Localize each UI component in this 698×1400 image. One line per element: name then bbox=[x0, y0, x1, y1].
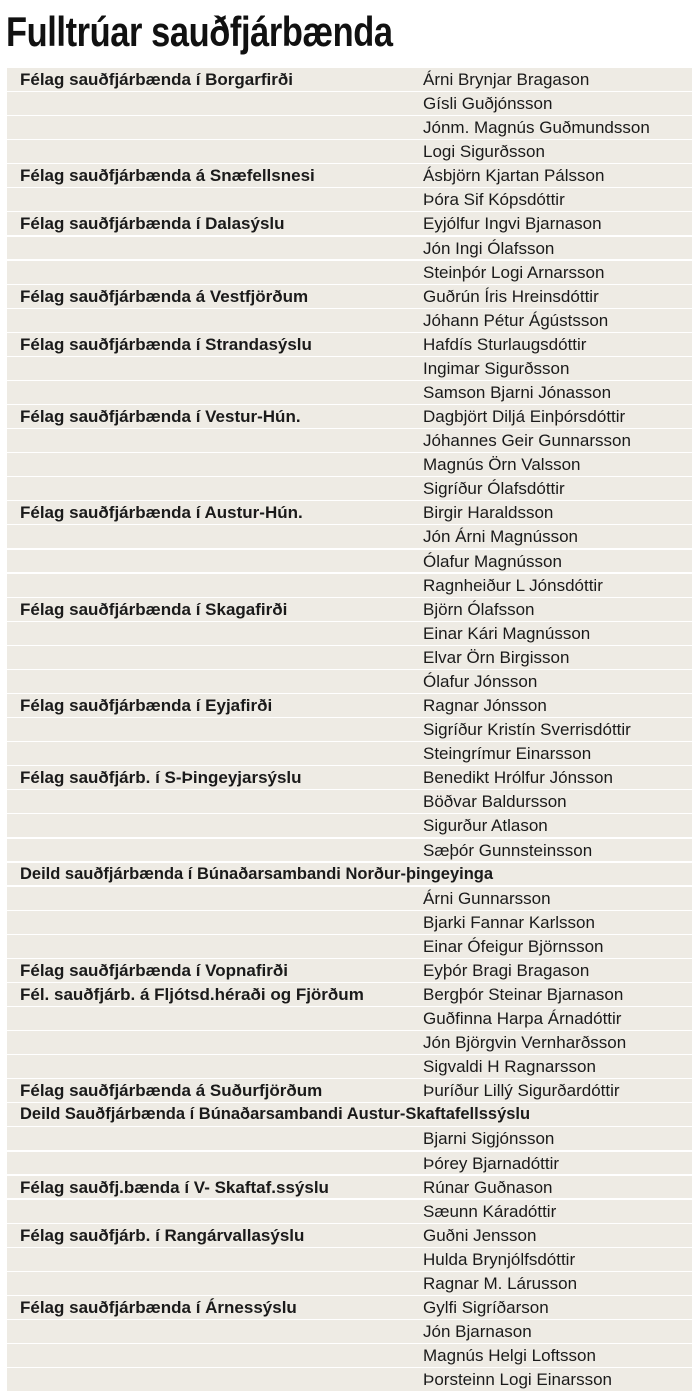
table-row bbox=[7, 1103, 692, 1126]
table-row bbox=[7, 1272, 692, 1295]
table-row bbox=[7, 1224, 692, 1247]
representatives-table bbox=[7, 68, 692, 1392]
table-row bbox=[7, 694, 692, 717]
representative-name: Ragnar Jónsson bbox=[423, 696, 547, 716]
table-row bbox=[7, 477, 692, 500]
representative-name: Elvar Örn Birgisson bbox=[423, 647, 570, 667]
table-row bbox=[7, 646, 692, 669]
table-row bbox=[7, 116, 692, 139]
representative-name: Bergþór Steinar Bjarnason bbox=[423, 984, 624, 1004]
table-row bbox=[7, 188, 692, 211]
association-name: Félag sauðfjárbænda í Dalasýslu bbox=[20, 214, 285, 234]
representative-name: Jón Björgvin Vernharðsson bbox=[423, 1033, 627, 1053]
table-row bbox=[7, 550, 692, 573]
representative-name: Eyjólfur Ingvi Bjarnason bbox=[423, 214, 602, 234]
table-row bbox=[7, 381, 692, 404]
association-name: Félag sauðfjárbænda í Árnessýslu bbox=[20, 1297, 297, 1317]
table-row bbox=[7, 1055, 692, 1078]
representative-name: Jón Árni Magnússon bbox=[423, 527, 578, 547]
representative-name: Rúnar Guðnason bbox=[423, 1177, 553, 1197]
representative-name: Jón Bjarnason bbox=[423, 1322, 532, 1342]
representative-name: Þuríður Lillý Sigurðardóttir bbox=[423, 1081, 620, 1101]
representative-name: Ólafur Jónsson bbox=[423, 671, 538, 691]
representative-name: Ragnar M. Lárusson bbox=[423, 1273, 578, 1293]
table-row bbox=[7, 1344, 692, 1367]
representative-name: Ragnheiður L Jónsdóttir bbox=[423, 575, 603, 595]
representative-name: Hulda Brynjólfsdóttir bbox=[423, 1249, 576, 1269]
representative-name: Einar Ófeigur Björnsson bbox=[423, 936, 604, 956]
table-row bbox=[7, 574, 692, 597]
representative-name: Birgir Haraldsson bbox=[423, 503, 554, 523]
representative-name: Eyþór Bragi Bragason bbox=[423, 960, 590, 980]
representative-name: Magnús Örn Valsson bbox=[423, 455, 581, 475]
representative-name: Sæunn Káradóttir bbox=[423, 1201, 557, 1221]
table-row bbox=[7, 622, 692, 645]
representative-name: Sæþór Gunnsteinsson bbox=[423, 840, 593, 860]
table-row bbox=[7, 309, 692, 332]
representative-name: Ingimar Sigurðsson bbox=[423, 358, 570, 378]
table-row bbox=[7, 742, 692, 765]
association-name: Deild Sauðfjárbænda í Búnaðarsambandi Austur-Skaftafellssýslu bbox=[20, 1105, 531, 1124]
table-row bbox=[7, 766, 692, 789]
association-name: Félag sauðfjárbænda í Strandasýslu bbox=[20, 334, 312, 354]
association-name: Félag sauðfjárbænda í Vopnafirði bbox=[20, 960, 288, 980]
table-row bbox=[7, 237, 692, 260]
representative-name: Sigríður Ólafsdóttir bbox=[423, 479, 565, 499]
representative-name: Þorsteinn Logi Einarsson bbox=[423, 1370, 613, 1390]
representative-name: Dagbjört Diljá Einþórsdóttir bbox=[423, 407, 626, 427]
representative-name: Ólafur Magnússon bbox=[423, 551, 562, 571]
table-row bbox=[7, 959, 692, 982]
association-name: Deild sauðfjárbænda í Búnaðarsambandi Norður-þingeyinga bbox=[20, 864, 494, 883]
table-row bbox=[7, 790, 692, 813]
representative-name: Einar Kári Magnússon bbox=[423, 623, 591, 643]
representative-name: Steinþór Logi Arnarsson bbox=[423, 262, 605, 282]
association-name: Félag sauðfjárbænda í Austur-Hún. bbox=[20, 503, 303, 523]
representative-name: Samson Bjarni Jónasson bbox=[423, 383, 612, 403]
representative-name: Guðrún Íris Hreinsdóttir bbox=[423, 286, 599, 306]
table-row bbox=[7, 164, 692, 187]
table-row bbox=[7, 92, 692, 115]
representative-name: Árni Gunnarsson bbox=[423, 888, 551, 908]
representative-name: Böðvar Baldursson bbox=[423, 792, 567, 812]
table-row bbox=[7, 718, 692, 741]
table-row bbox=[7, 525, 692, 548]
association-name: Félag sauðfj.bænda í V- Skaftaf.ssýslu bbox=[20, 1177, 329, 1197]
representative-name: Árni Brynjar Bragason bbox=[423, 70, 590, 89]
representative-name: Logi Sigurðsson bbox=[423, 142, 545, 162]
table-row bbox=[7, 1368, 692, 1391]
table-row bbox=[7, 1248, 692, 1271]
table-row bbox=[7, 1320, 692, 1343]
table-row bbox=[7, 598, 692, 621]
table-row bbox=[7, 887, 692, 910]
representative-name: Bjarki Fannar Karlsson bbox=[423, 912, 595, 932]
table-row bbox=[7, 357, 692, 380]
table-row bbox=[7, 68, 692, 91]
representative-name: Björn Ólafsson bbox=[423, 599, 535, 619]
representative-name: Magnús Helgi Loftsson bbox=[423, 1346, 596, 1366]
table-row bbox=[7, 429, 692, 452]
table-row bbox=[7, 814, 692, 837]
table-row bbox=[7, 453, 692, 476]
table-row bbox=[7, 983, 692, 1006]
table-row bbox=[7, 1079, 692, 1102]
representative-name: Jóhannes Geir Gunnarsson bbox=[423, 431, 631, 451]
representative-name: Ásbjörn Kjartan Pálsson bbox=[423, 166, 605, 186]
representative-name: Jónm. Magnús Guðmundsson bbox=[423, 118, 650, 138]
page-title: Fulltrúar sauðfjárbænda bbox=[6, 8, 393, 55]
representative-name: Þórey Bjarnadóttir bbox=[423, 1153, 560, 1173]
representative-name: Þóra Sif Kópsdóttir bbox=[423, 190, 565, 210]
association-name: Félag sauðfjárbænda á Vestfjörðum bbox=[20, 286, 309, 306]
association-name: Félag sauðfjárb. í Rangárvallasýslu bbox=[20, 1225, 305, 1245]
table-row bbox=[7, 285, 692, 308]
representative-name: Steingrímur Einarsson bbox=[423, 744, 592, 764]
table-row bbox=[7, 140, 692, 163]
table-row bbox=[7, 1296, 692, 1319]
representative-name: Jón Ingi Ólafsson bbox=[423, 238, 555, 258]
table-row bbox=[7, 1176, 692, 1199]
representative-name: Guðni Jensson bbox=[423, 1225, 537, 1245]
association-name: Félag sauðfjárbænda á Snæfellsnesi bbox=[20, 166, 315, 186]
association-name: Fél. sauðfjárb. á Fljótsd.héraði og Fjörðum bbox=[20, 984, 364, 1004]
table-row bbox=[7, 1200, 692, 1223]
table-row bbox=[7, 1152, 692, 1175]
representative-name: Benedikt Hrólfur Jónsson bbox=[423, 768, 613, 788]
table-row bbox=[7, 405, 692, 428]
association-name: Félag sauðfjárbænda á Suðurfjörðum bbox=[20, 1081, 323, 1101]
table-row bbox=[7, 911, 692, 934]
table-row bbox=[7, 261, 692, 284]
representative-name: Guðfinna Harpa Árnadóttir bbox=[423, 1009, 622, 1029]
association-name: Félag sauðfjárbænda í Borgarfirði bbox=[20, 70, 293, 89]
representative-name: Hafdís Sturlaugsdóttir bbox=[423, 334, 587, 354]
table-row bbox=[7, 1031, 692, 1054]
representative-name: Gísli Guðjónsson bbox=[423, 94, 553, 114]
representative-name: Sigríður Kristín Sverrisdóttir bbox=[423, 720, 631, 740]
table-row bbox=[7, 670, 692, 693]
association-name: Félag sauðfjárbænda í Skagafirði bbox=[20, 599, 288, 619]
association-name: Félag sauðfjárbænda í Eyjafirði bbox=[20, 696, 273, 716]
table-row bbox=[7, 501, 692, 524]
representative-name: Sigurður Atlason bbox=[423, 816, 548, 836]
table-row bbox=[7, 333, 692, 356]
table-row bbox=[7, 935, 692, 958]
table-row bbox=[7, 1007, 692, 1030]
association-name: Félag sauðfjárbænda í Vestur-Hún. bbox=[20, 407, 301, 427]
table-row bbox=[7, 863, 692, 886]
representative-name: Sigvaldi H Ragnarsson bbox=[423, 1057, 596, 1077]
table-row bbox=[7, 1127, 692, 1150]
representative-name: Gylfi Sigríðarson bbox=[423, 1297, 549, 1317]
table-row bbox=[7, 212, 692, 235]
representative-name: Bjarni Sigjónsson bbox=[423, 1129, 555, 1149]
representative-name: Jóhann Pétur Ágústsson bbox=[423, 310, 609, 330]
table-row bbox=[7, 839, 692, 862]
association-name: Félag sauðfjárb. í S-Þingeyjarsýslu bbox=[20, 768, 302, 788]
